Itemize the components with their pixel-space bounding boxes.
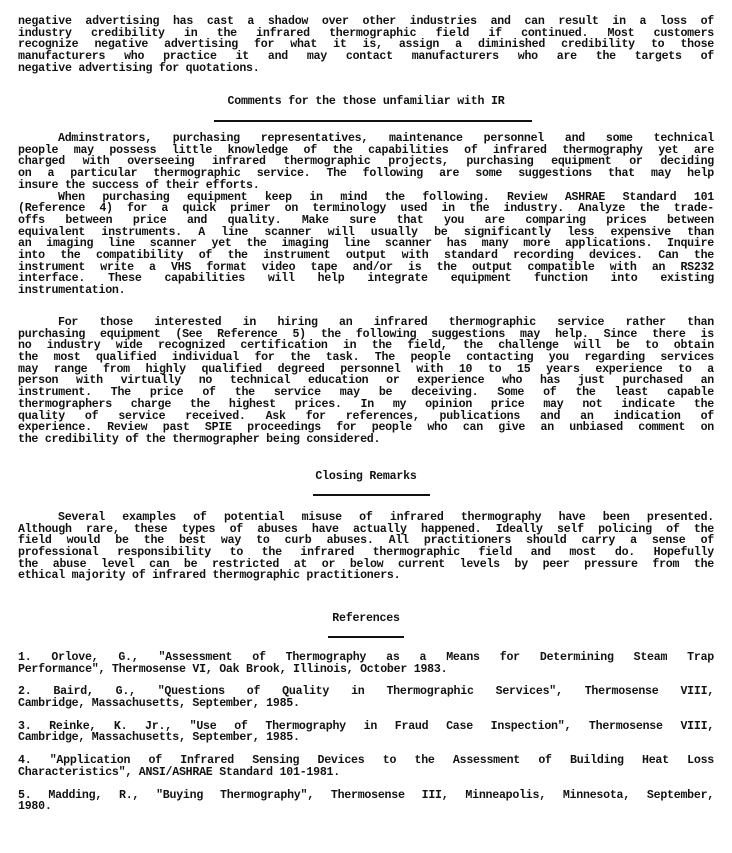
text-line: thermographers charge the highest prices. In my opinion price may not indicate the — [18, 397, 714, 411]
reference-item — [18, 790, 714, 813]
text-line: Although rare, these types of abuses have actually happened. Ideally self policing of the — [18, 522, 714, 536]
text-line: offs between price and quality. Make sure that you are comparing prices between — [18, 213, 714, 227]
text-line: Several examples of potential misuse of infrared thermography have been presented. — [58, 511, 714, 524]
reference-item — [18, 755, 714, 778]
text-line: professional responsibility to the infrared thermographic field and most do. Hopefully — [18, 546, 714, 560]
text-line: Adminstrators, purchasing representatives, maintenance personnel and some technical — [58, 132, 714, 145]
text-line: purchasing equipment (See Reference 5) the following suggestions may help. Since there is — [18, 327, 714, 341]
closing-paragraph — [18, 512, 714, 582]
references-list — [18, 652, 714, 824]
heading-underline — [328, 636, 404, 638]
text-line: When purchasing equipment keep in mind the following. Review ASHRAE Standard 101 — [58, 190, 714, 204]
comments-paragraph-2 — [18, 192, 714, 297]
reference-item — [18, 686, 714, 709]
text-line: 5. Madding, R., "Buying Thermography", Thermosense III, Minneapolis, Minnesota, September, — [18, 788, 714, 802]
text-line: industry credibility in the infrared thermographic field if continued. Most customers — [18, 26, 714, 40]
text-line: the credibility of the thermographer being considered. — [18, 432, 381, 446]
text-line: interface. These capabilities will help integrate equipment function into existing — [18, 272, 714, 286]
text-line: equivalent instruments. A line scanner will usually be significantly less expensive than — [18, 225, 714, 239]
text-line: manufacturers who practice it and may contact manufacturers who are the targets of — [18, 50, 714, 64]
intro-paragraph — [18, 16, 714, 74]
text-line: quality of service received. Ask for references, publications and an indication of — [18, 409, 714, 423]
text-line: may range from highly qualified degreed personnel with 10 to 15 years experience to a — [18, 362, 714, 376]
comments-paragraph-1 — [18, 133, 714, 191]
text-line: 3. Reinke, K. Jr., "Use of Thermography in Fraud Case Inspection", Thermosense VIII, — [18, 719, 714, 733]
text-line: Cambridge, Massachusetts, September, 1985. — [18, 697, 300, 711]
comments-paragraph-3 — [18, 317, 714, 446]
text-line: negative advertising for quotations. — [18, 61, 260, 75]
text-line: people may possess little knowledge of the capabilities of infrared thermography yet are — [18, 143, 714, 157]
heading-underline — [313, 494, 430, 496]
text-line: instrument. The price of the service may be deceiving. Some of the least capable — [18, 386, 714, 400]
text-line: the abuse level can be restricted at or below current levels by peer pressure from the — [18, 557, 714, 571]
text-line: 4. "Application of Infrared Sensing Devices to the Assessment of Building Heat Loss — [18, 754, 714, 768]
section-heading-references: References — [332, 612, 400, 625]
text-line: into the compatibility of the instrument output with standard recording devices. Can the — [18, 248, 714, 262]
reference-item — [18, 652, 714, 675]
text-line: instrumentation. — [18, 284, 126, 297]
reference-item — [18, 721, 714, 744]
text-line: instrument write a VHS format video tape and/or is the output compatible with an RS232 — [18, 260, 714, 274]
text-line: experience. Review past SPIE proceedings for people who can give an unbiased comment on — [18, 421, 714, 435]
text-line: the most qualified individual for the task. The people contacting you regarding services — [18, 351, 714, 365]
text-line: Cambridge, Massachusetts, September, 1985. — [18, 731, 300, 745]
text-line: 1980. — [18, 800, 52, 814]
heading-underline — [214, 120, 532, 122]
text-line: on a particular thermographic service. The following are some suggestions that may help — [18, 167, 714, 181]
text-line: 1. Orlove, G., "Assessment of Thermography as a Means for Determining Steam Trap — [18, 651, 714, 664]
text-line: an imaging line scanner yet the imaging line scanner has many more applications. Inquire — [18, 237, 714, 251]
text-line: Performance", Thermosense VI, Oak Brook, Illinois, October 1983. — [18, 662, 448, 676]
text-line: no industry wide recognized certification in the field, the challenge will be to obtain — [18, 339, 714, 353]
text-line: For those interested in hiring an infrared thermographic service rather than — [58, 316, 714, 329]
text-line: field would be the best way to curb abuses. All practitioners should carry a sense of — [18, 534, 714, 548]
text-line: person with virtually no technical education or experience who has just purchased an — [18, 374, 714, 388]
section-heading-closing: Closing Remarks — [315, 470, 417, 483]
text-line: Characteristics", ANSI/ASHRAE Standard 101-1981. — [18, 765, 340, 779]
text-line: charged with overseeing infrared thermographic projects, purchasing equipment or deciding — [18, 155, 714, 169]
text-line: 2. Baird, G., "Questions of Quality in Thermographic Services", Thermosense VIII, — [18, 685, 714, 699]
text-line: recognize negative advertising for what it is, assign a diminished credibility to those — [18, 38, 714, 52]
text-line: ethical majority of infrared thermographic practitioners. — [18, 569, 401, 583]
text-line: (Reference 4) for a quick primer on terminology used in the industry. Analyze the trade- — [18, 202, 714, 216]
section-heading-comments: Comments for the those unfamiliar with IR — [227, 95, 505, 108]
text-line: negative advertising has cast a shadow over other industries and can result in a loss of — [18, 15, 714, 28]
text-line: insure the success of their efforts. — [18, 178, 260, 192]
